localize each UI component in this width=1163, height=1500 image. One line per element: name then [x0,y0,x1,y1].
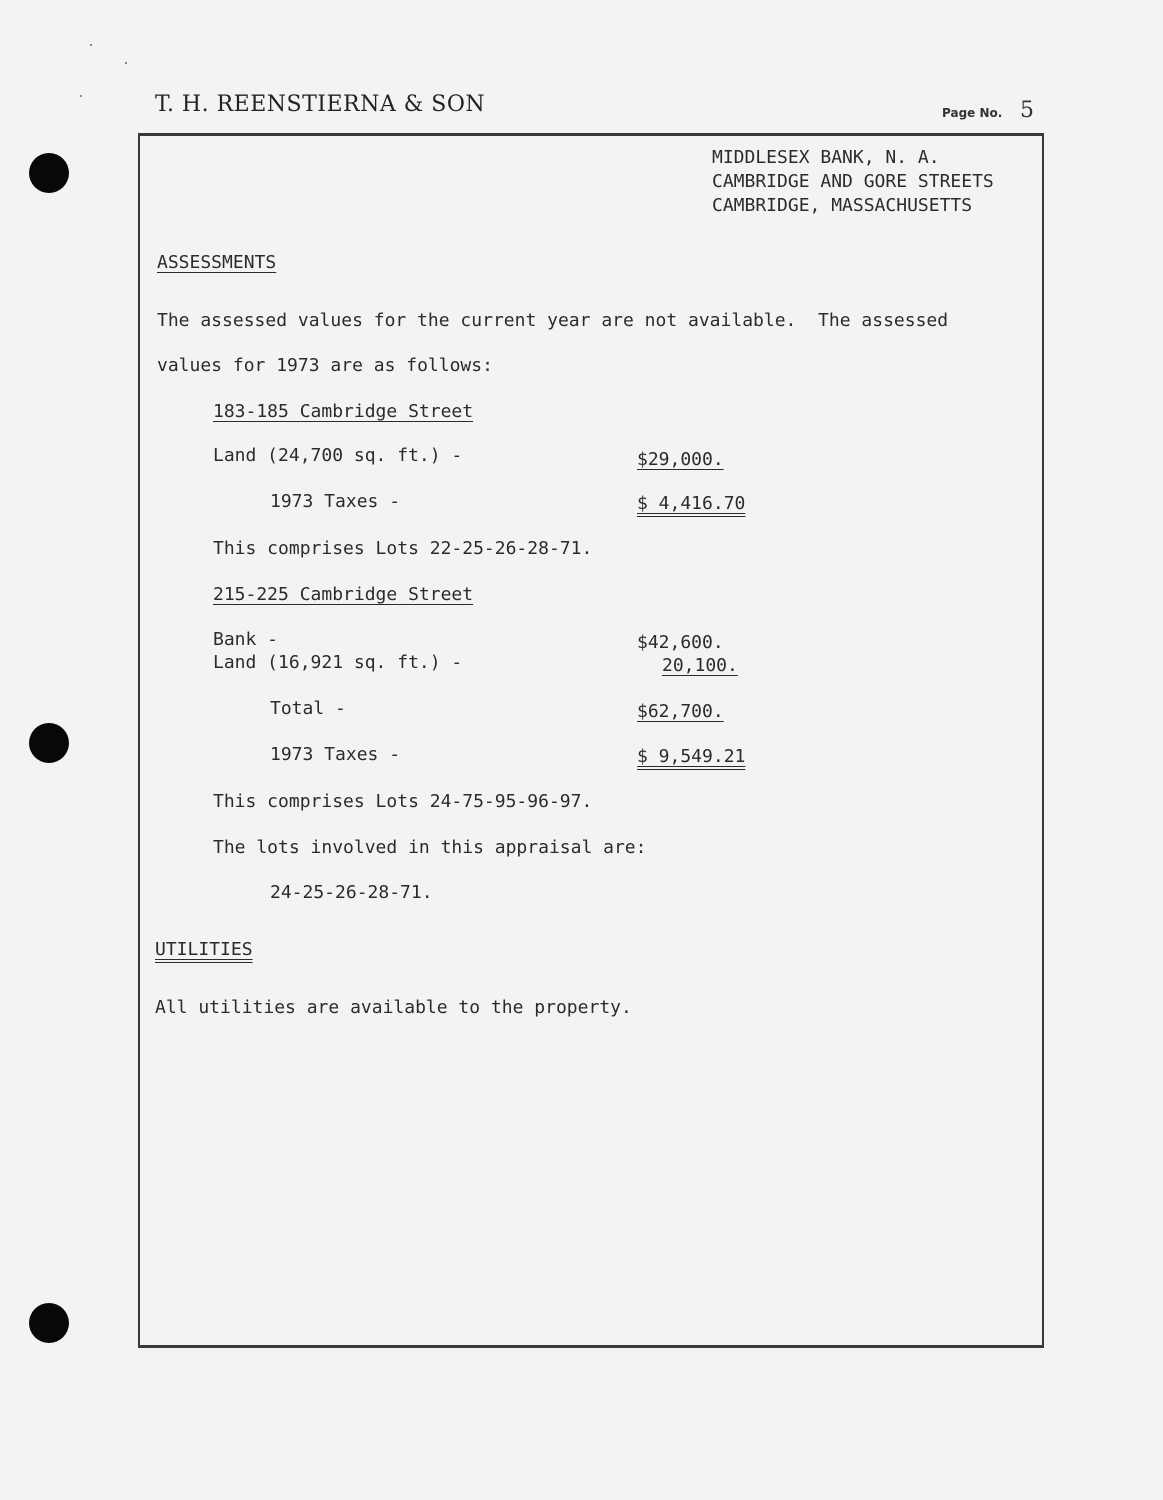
assessments-intro-line-2: values for 1973 are as follows: [157,355,493,376]
paper-speck [90,44,92,46]
addressee-line-2: CAMBRIDGE AND GORE STREETS [712,171,994,192]
property2-taxes-value: $ 9,549.21 [637,746,746,767]
firm-letterhead: T. H. REENSTIERNA & SON [155,92,486,117]
page-number: 5 [1020,98,1034,123]
involved-lots-label: The lots involved in this appraisal are: [213,837,647,858]
property1-taxes-value: $ 4,416.70 [637,493,746,514]
property2-total-value: $62,700. [637,701,724,722]
paper-speck [80,95,82,97]
property1-taxes-label: 1973 Taxes - [270,491,401,512]
property2-land-value: 20,100. [662,655,738,676]
page-number-label: Page No. [942,106,1003,120]
paper-speck [125,62,127,64]
property1-land-value: $29,000. [637,449,724,470]
property2-bank-label: Bank - [213,629,279,650]
property2-address: 215-225 Cambridge Street [213,584,474,605]
property2-land-label: Land (16,921 sq. ft.) - [213,652,463,673]
property1-lots: This comprises Lots 22-25-26-28-71. [213,538,593,559]
property2-lots: This comprises Lots 24-75-95-96-97. [213,791,593,812]
binder-hole-bottom [29,1303,69,1343]
property2-total-label: Total - [270,698,346,719]
property2-taxes-label: 1973 Taxes - [270,744,401,765]
addressee-line-1: MIDDLESEX BANK, N. A. [712,147,940,168]
binder-hole-top [29,153,69,193]
involved-lots: 24-25-26-28-71. [270,882,433,903]
property2-bank-value: $42,600. [637,632,724,653]
addressee-line-3: CAMBRIDGE, MASSACHUSETTS [712,195,973,216]
utilities-heading: UTILITIES [155,939,253,960]
assessments-intro-line-1: The assessed values for the current year are not available. The assessed [157,310,949,331]
assessments-heading: ASSESSMENTS [157,252,277,273]
utilities-text: All utilities are available to the property. [155,997,632,1018]
property1-land-label: Land (24,700 sq. ft.) - [213,445,463,466]
binder-hole-middle [29,723,69,763]
property1-address: 183-185 Cambridge Street [213,401,474,422]
